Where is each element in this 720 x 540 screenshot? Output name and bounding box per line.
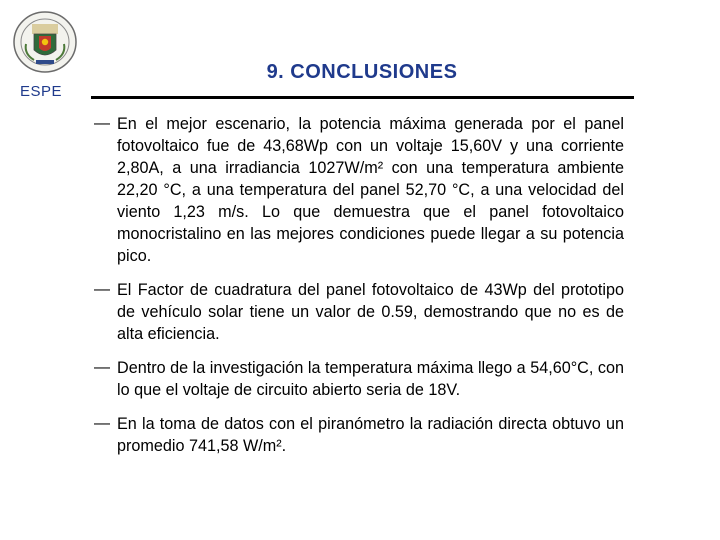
bullet-dash: — bbox=[94, 415, 110, 432]
conclusions-list bbox=[94, 113, 624, 469]
org-label: ESPE bbox=[20, 83, 63, 100]
list-item bbox=[94, 113, 624, 267]
bullet-dash: — bbox=[94, 281, 110, 298]
list-item bbox=[94, 279, 624, 345]
conclusion-text: Dentro de la investigación la temperatura máxima llego a 54,60°C, con lo que el voltaje de circuito abierto seria de 18V. bbox=[117, 359, 624, 399]
list-item bbox=[94, 357, 624, 401]
espe-seal-logo bbox=[12, 10, 78, 74]
bullet-dash: — bbox=[94, 359, 110, 376]
page-title: 9. CONCLUSIONES bbox=[266, 61, 458, 83]
title-divider bbox=[91, 96, 634, 99]
conclusion-text: El Factor de cuadratura del panel fotovoltaico de 43Wp del prototipo de vehículo solar tiene un valor de 0.59, demostrando que no es de alta eficiencia. bbox=[117, 281, 624, 343]
conclusion-text: En el mejor escenario, la potencia máxima generada por el panel fotovoltaico fue de 43,68Wp con un voltaje 15,60V y una corriente 2,80A, a una irradiancia 1027W/m² con una temperatura ambiente 22,20 °C, a una temperatura del panel 52,70 °C, a una velocidad del viento 1,23 m/s. Lo que demuestra que el panel fotovoltaico monocristalino en las mejores condiciones puede llegar a su potencia pico. bbox=[117, 115, 624, 265]
bullet-dash: — bbox=[94, 115, 110, 132]
conclusion-text: En la toma de datos con el piranómetro la radiación directa obtuvo un promedio 741,58 W/m². bbox=[117, 415, 624, 455]
list-item bbox=[94, 413, 624, 457]
